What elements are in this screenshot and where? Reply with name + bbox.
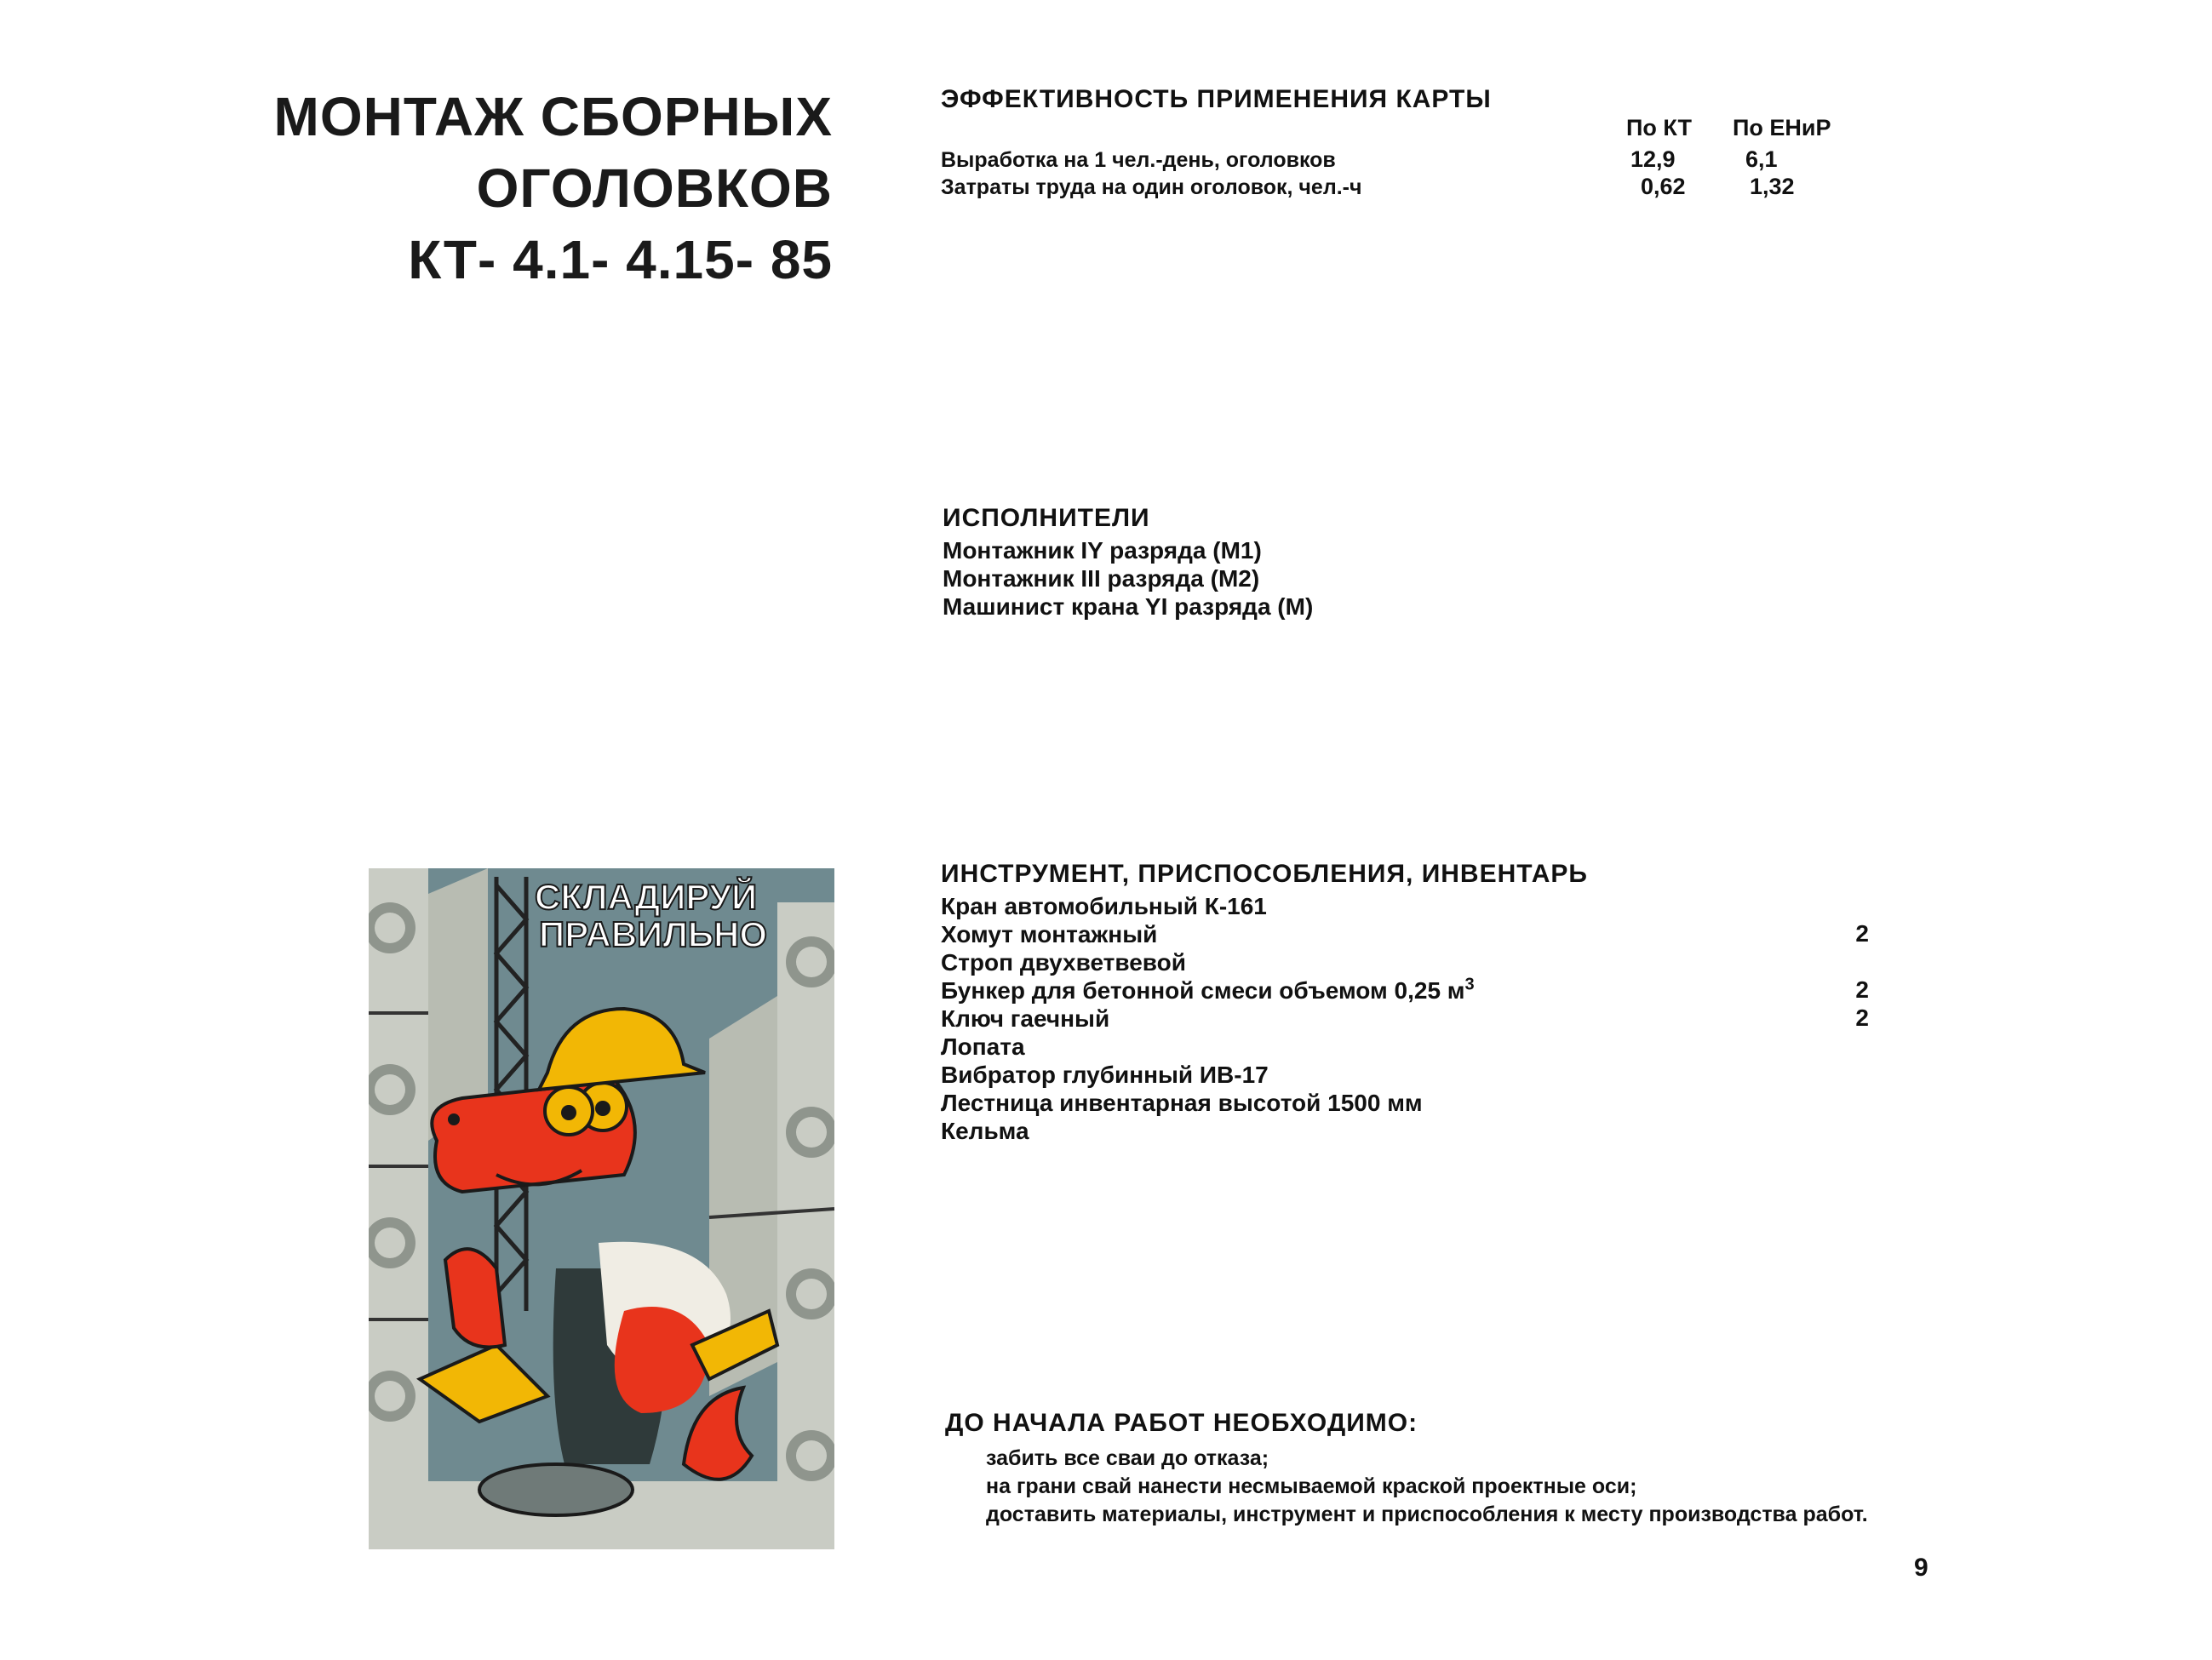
efficiency-kt-value: 0,62	[1641, 174, 1686, 199]
tool-name: Хомут монтажный	[941, 921, 1158, 947]
before-work-item: забить все сваи до отказа;	[986, 1446, 1269, 1470]
efficiency-row-label: Затраты труда на один оголовок, чел.-ч	[941, 175, 1362, 199]
tool-name: Строп двухветвевой	[941, 949, 1186, 976]
tool-item	[941, 1061, 1869, 1089]
performer-item: Монтажник IY разряда (М1)	[943, 537, 1262, 564]
safety-poster-illustration	[369, 868, 834, 1549]
tool-item	[941, 948, 1869, 976]
efficiency-row-label: Выработка на 1 чел.-день, оголовков	[941, 148, 1336, 172]
column-header-kt: По КТ	[1626, 115, 1693, 140]
performer-item: Монтажник III разряда (М2)	[943, 565, 1260, 592]
tool-name: Лестница инвентарная высотой 1500 мм	[941, 1090, 1423, 1116]
before-work-section	[945, 1409, 1869, 1529]
tool-name: Кран автомобильный К-161	[941, 893, 1267, 919]
title-line-1: МОНТАЖ СБОРНЫХ	[273, 86, 833, 147]
tool-unit-superscript: 3	[1464, 975, 1475, 994]
tool-name: Кельма	[941, 1118, 1029, 1144]
efficiency-column-headers	[1626, 115, 1831, 141]
efficiency-row	[941, 146, 1894, 174]
tool-item	[941, 1005, 1869, 1033]
tool-name: Лопата	[941, 1033, 1025, 1060]
before-work-item: на грани свай нанести несмываемой краской проектные оси;	[986, 1474, 1637, 1498]
tools-section	[941, 860, 1869, 1145]
tool-qty: 2	[1855, 920, 1869, 947]
performers-heading: ИСПОЛНИТЕЛИ	[943, 504, 1150, 532]
before-work-item: доставить материалы, инструмент и приспособления к месту производства работ.	[986, 1503, 1868, 1526]
poster-slogan-line-1: СКЛАДИРУЙ	[535, 877, 758, 917]
poster-slogan-line-2: ПРАВИЛЬНО	[539, 914, 768, 954]
tools-heading: ИНСТРУМЕНТ, ПРИСПОСОБЛЕНИЯ, ИНВЕНТАРЬ	[941, 860, 1588, 888]
tool-item	[941, 892, 1869, 920]
tool-name: Вибратор глубинный ИВ-17	[941, 1062, 1269, 1088]
poster-artwork	[369, 868, 834, 1549]
efficiency-kt-value: 12,9	[1630, 146, 1676, 172]
tool-name-text: Бункер для бетонной смеси объемом 0,25 м	[941, 977, 1465, 1004]
tool-item	[941, 1089, 1869, 1117]
efficiency-heading: ЭФФЕКТИВНОСТЬ ПРИМЕНЕНИЯ КАРТЫ	[941, 85, 1492, 113]
tool-item	[941, 920, 1869, 948]
tool-item	[941, 1033, 1869, 1061]
title-line-2: ОГОЛОВКОВ	[476, 157, 833, 219]
tool-item	[941, 976, 1869, 1005]
column-header-enir: По ЕНиР	[1733, 115, 1831, 140]
efficiency-row	[941, 174, 1894, 201]
efficiency-enir-value: 1,32	[1750, 174, 1795, 199]
performers-section	[943, 504, 1313, 621]
page-number: 9	[1914, 1554, 1928, 1582]
tool-qty: 2	[1855, 976, 1869, 1003]
tool-name: Ключ гаечный	[941, 1005, 1110, 1032]
tool-item	[941, 1117, 1869, 1145]
before-work-heading: ДО НАЧАЛА РАБОТ НЕОБХОДИМО:	[945, 1409, 1418, 1437]
title-line-3: КТ- 4.1- 4.15- 85	[408, 229, 833, 290]
efficiency-enir-value: 6,1	[1745, 146, 1778, 172]
performer-item: Машинист крана YI разряда (М)	[943, 593, 1314, 620]
tool-qty: 2	[1855, 1005, 1869, 1031]
tool-name	[941, 977, 1475, 1004]
document-title	[274, 81, 833, 295]
efficiency-table	[941, 146, 1894, 201]
efficiency-section	[941, 85, 1894, 199]
